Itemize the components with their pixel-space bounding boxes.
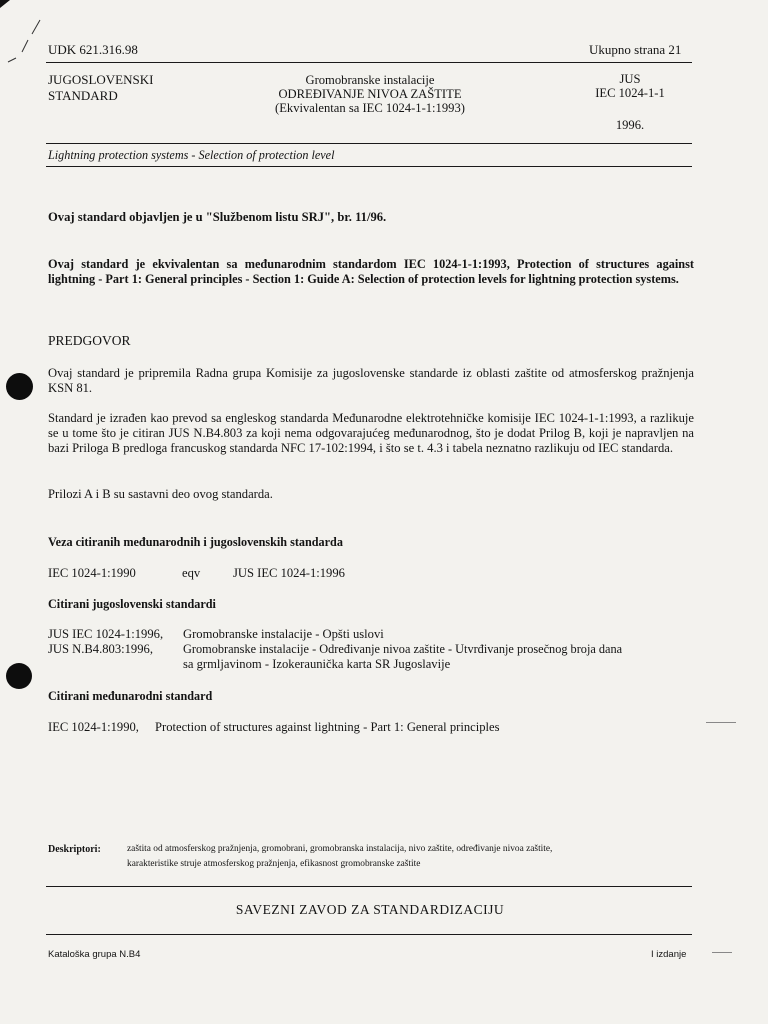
punch-hole-bottom — [6, 663, 32, 689]
cited-yu-heading: Citirani jugoslovenski standardi — [48, 597, 216, 611]
header-top-rule — [46, 62, 692, 63]
header-right-block — [560, 72, 700, 132]
cited-yu-code-1: JUS IEC 1024-1:1996, — [48, 627, 164, 641]
header-mid-rule — [46, 143, 692, 144]
footer-bottom-rule — [46, 934, 692, 935]
foreword-paragraph-2: Standard je izrađen kao prevod sa engleskog standarda Međunarodne elektrotehničke komisije IEC 1024-1-1:1993, a razlikuje se u tome što je citiran JUS N.B4.803 za koji nema odgovarajućeg međunarodnog, što je dodat Prilog B, koji je napravljen na bazi Priloga B predloga francuskog standarda NFC 17-102:1994, i što se t. 4.3 i tabela neznatno razlikuju od IEC standarda. — [48, 411, 694, 455]
cited-yu-title-1: Gromobranske instalacije - Opšti uslovi — [183, 627, 384, 641]
foreword-paragraph-1: Ovaj standard je pripremila Radna grupa Komisije za jugoslovenske standarde iz oblasti zaštite od atmosferskog pražnjenja KSN 81. — [48, 366, 694, 395]
header-equivalence: (Ekvivalentan sa IEC 1024-1-1:1993) — [275, 101, 465, 115]
header-left-line2: STANDARD — [48, 88, 118, 103]
equivalence-statement: Ovaj standard je ekvivalentan sa međunarodnim standardom IEC 1024-1-1:1993, Protection of structures against lightning - Part 1: General principles - Section 1: Guide A: Selection of protection levels for lightning protection systems. — [48, 257, 694, 286]
cited-intl-title: Protection of structures against lightning - Part 1: General principles — [155, 720, 500, 734]
header-subject: Gromobranske instalacije — [305, 73, 435, 87]
edition: I izdanje — [651, 949, 687, 960]
cited-yu-title-2: Gromobranske instalacije - Određivanje nivoa zaštite - Utvrđivanje prosečnog broja dana — [183, 642, 623, 656]
descriptors-label: Deskriptori: — [48, 844, 101, 855]
scan-mark — [706, 722, 736, 723]
institute-name: SAVEZNI ZAVOD ZA STANDARDIZACIJU — [235, 902, 505, 917]
catalog-group: Katalоška grupa N.B4 — [48, 949, 141, 960]
header-left-line1: JUGOSLOVENSKI — [48, 72, 154, 87]
footer-top-rule — [46, 886, 692, 887]
cited-intl-heading: Citirani međunarodni standard — [48, 689, 213, 703]
cited-yu-title-2-cont: sa grmljavinom - Izokeraunička karta SR Jugoslavije — [183, 657, 451, 671]
foreword-heading: PREDGOVOR — [48, 333, 131, 348]
cited-intl-code: IEC 1024-1:1990, — [48, 720, 139, 734]
header-jus: JUS — [619, 72, 641, 86]
punch-hole-top — [6, 373, 33, 400]
descriptors-line-1: zaštita od atmosferskog pražnjenja, gromobrani, gromobranska instalacija, nivo zaštite, određivanje nivoa zaštite, — [127, 844, 553, 854]
descriptors-line-2: karakteristike struje atmosferskog pražnjenja, efikasnost gromobranske zaštite — [127, 859, 421, 869]
total-pages: Ukupno strana 21 — [589, 42, 682, 57]
header-year: 1996. — [615, 118, 645, 132]
udk-number: UDK 621.316.98 — [48, 42, 138, 57]
cited-yu-code-2: JUS N.B4.803:1996, — [48, 642, 153, 656]
relation-jus-standard: JUS IEC 1024-1:1996 — [233, 566, 345, 580]
header-title: ODREĐIVANJE NIVOA ZAŠTITE — [278, 87, 462, 101]
relation-intl-standard: IEC 1024-1:1990 — [48, 566, 136, 580]
foreword-paragraph-3: Prilozi A i B su sastavni deo ovog standarda. — [48, 487, 273, 501]
scan-mark — [712, 952, 732, 953]
header-bottom-rule — [46, 166, 692, 167]
header-standard-number: IEC 1024-1-1 — [595, 86, 665, 100]
header-center-block — [230, 73, 510, 115]
english-title: Lightning protection systems - Selection of protection level — [48, 148, 335, 162]
publication-note: Ovaj standard objavljen je u "Službenom listu SRJ", br. 11/96. — [48, 210, 387, 224]
scan-corner-mark — [0, 0, 60, 70]
relation-heading: Veza citiranih međunarodnih i jugoslovenskih standarda — [48, 535, 343, 549]
relation-equivalence: eqv — [182, 566, 201, 580]
